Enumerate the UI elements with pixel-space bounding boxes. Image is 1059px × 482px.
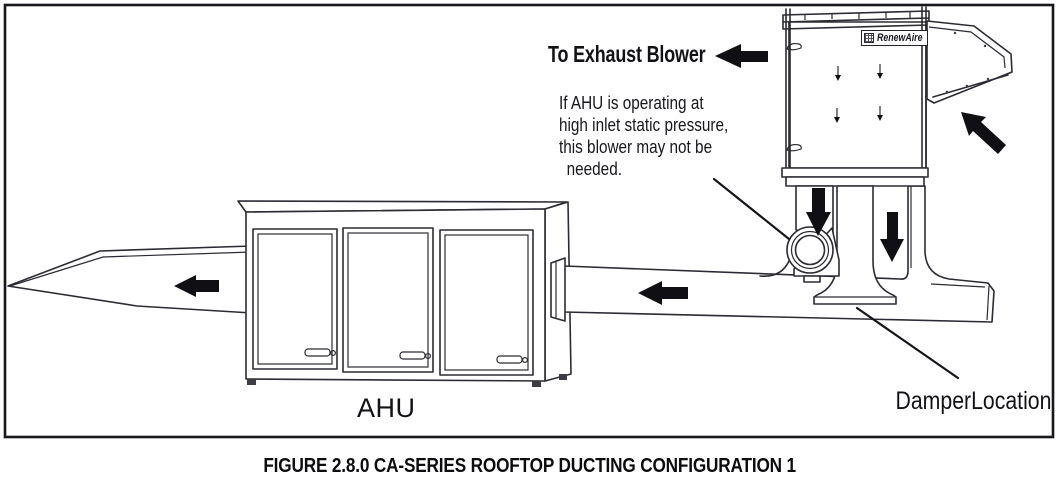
renewaire-badge <box>861 30 928 46</box>
label-to-exhaust-blower: To Exhaust Blower <box>548 41 706 67</box>
flow-arrow-down-icon <box>880 212 904 262</box>
exhaust-label-arrow-icon <box>715 44 768 68</box>
cabinet-foot <box>559 374 567 380</box>
supply-duct-left <box>8 246 252 313</box>
note-line: high inlet static pressure, <box>559 115 729 135</box>
label-ahu: AHU <box>357 393 416 423</box>
renewaire-logo-icon <box>864 33 874 43</box>
note-line: this blower may not be <box>559 137 713 157</box>
renewaire-brand-text: RenewAire <box>877 32 923 44</box>
leader-line-blower <box>714 179 789 239</box>
note-line: needed. <box>566 159 622 179</box>
return-duct-run <box>551 186 994 322</box>
note-line: If AHU is operating at <box>559 93 704 113</box>
label-damper-location: DamperLocation <box>895 387 1051 415</box>
erv-intake-hood <box>927 21 1012 103</box>
figure-caption-text: FIGURE 2.8.0 CA-SERIES ROOFTOP DUCTING CONFIGURATION 1 <box>263 455 796 477</box>
figure-caption <box>0 455 1059 478</box>
duct-flange <box>551 258 565 321</box>
ahu-door-right <box>440 230 533 375</box>
ahu-cabinet <box>238 201 571 387</box>
intake-arrow-icon <box>961 112 1006 154</box>
cabinet-foot <box>247 379 256 385</box>
note-high-static-pressure <box>559 92 728 180</box>
cabinet-foot <box>532 381 541 387</box>
ahu-door-middle <box>343 228 433 372</box>
ahu-door-left <box>253 229 337 369</box>
